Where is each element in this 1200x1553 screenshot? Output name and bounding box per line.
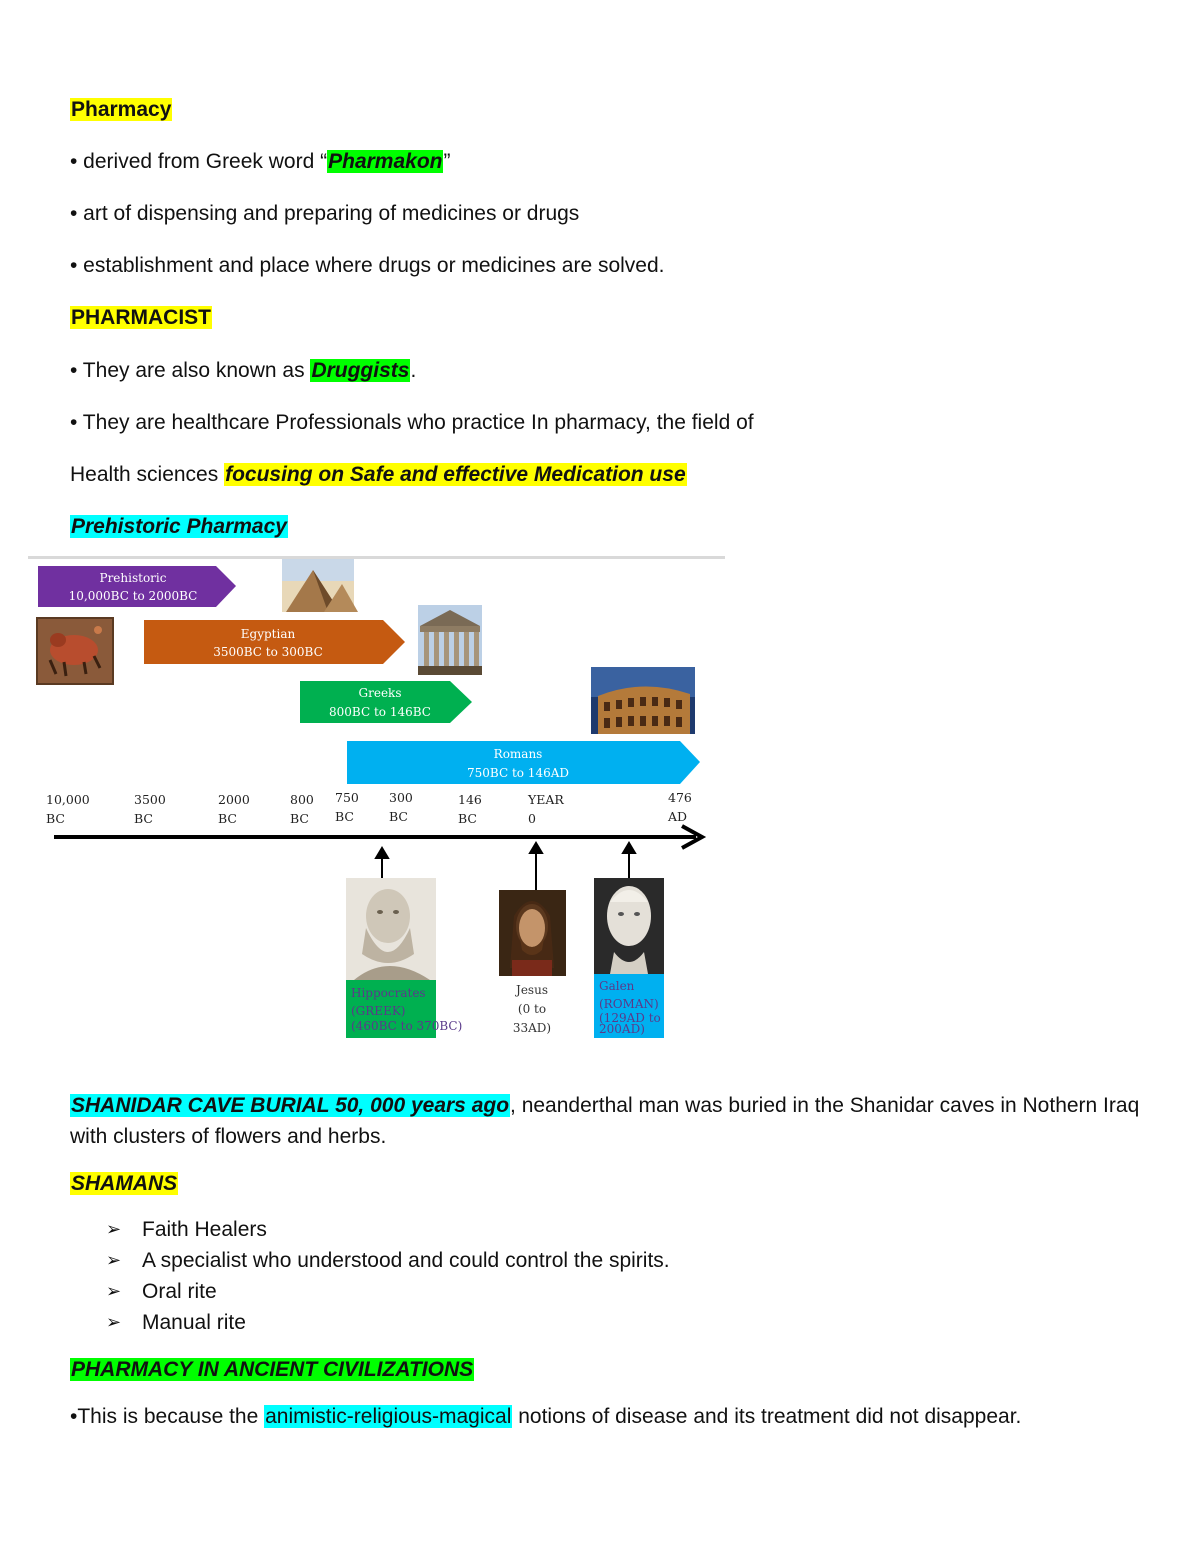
arrow-bullet-icon: ➢ bbox=[106, 1312, 122, 1332]
paragraph-shanidar: SHANIDAR CAVE BURIAL 50, 000 years ago, neanderthal man was buried in the Shanidar caves in Nothern Iraq bbox=[71, 1094, 1140, 1117]
arrow-bullet-icon: ➢ bbox=[106, 1281, 122, 1301]
paragraph-establishment: • establishment and place where drugs or medicines are solved. bbox=[70, 254, 665, 277]
hippocrates-caption-box bbox=[346, 980, 462, 1038]
timeline-axis-arrow bbox=[54, 826, 702, 848]
tick-top-4: 750 bbox=[335, 790, 359, 805]
list-item: ➢ Oral rite bbox=[106, 1276, 670, 1307]
timeline-svg bbox=[28, 556, 725, 1042]
paragraph-shanidar-line2: with clusters of flowers and herbs. bbox=[70, 1125, 387, 1148]
list-item: ➢ Faith Healers bbox=[106, 1214, 670, 1245]
cave-painting-image bbox=[37, 618, 113, 684]
galen-caption-box bbox=[594, 974, 664, 1038]
jesus-portrait bbox=[499, 890, 566, 976]
paragraph-druggists: • They are also known as Druggists. bbox=[70, 359, 417, 382]
paragraph-art: • art of dispensing and preparing of medicines or drugs bbox=[70, 202, 580, 225]
paragraph-animistic: •This is because the animistic-religious-magical notions of disease and its treatment did not disappear. bbox=[70, 1405, 1022, 1428]
shamans-list bbox=[106, 1214, 670, 1338]
era-name-egyptian: Egyptian bbox=[240, 627, 296, 641]
tick-bottom-4: BC bbox=[335, 809, 354, 824]
galen-origin: (ROMAN) bbox=[599, 997, 659, 1011]
jesus-years-start: (0 to bbox=[517, 1002, 547, 1016]
tick-top-1: 3500 bbox=[134, 792, 166, 807]
era-name-greeks: Greeks bbox=[358, 686, 402, 700]
figure-top-border bbox=[28, 556, 725, 559]
list-item: ➢ A specialist who understood and could control the spirits. bbox=[106, 1245, 670, 1276]
hippocrates-name: Hippocrates bbox=[351, 986, 426, 1000]
greek-temple-image bbox=[418, 605, 482, 675]
tick-bottom-2: BC bbox=[218, 811, 237, 826]
galen-name: Galen bbox=[599, 979, 635, 993]
tick-bottom-6: BC bbox=[458, 811, 477, 826]
era-range-egyptian: 3500BC to 300BC bbox=[213, 645, 323, 659]
tick-bottom-5: BC bbox=[389, 809, 408, 824]
tick-top-6: 146 bbox=[458, 792, 482, 807]
tick-bottom-8: AD bbox=[668, 809, 688, 824]
heading-pharmacist: PHARMACIST bbox=[71, 306, 211, 329]
hippocrates-dates: (460BC to 370BC) bbox=[351, 1019, 463, 1033]
arrow-bullet-icon: ➢ bbox=[106, 1250, 122, 1270]
list-item: ➢ Manual rite bbox=[106, 1307, 670, 1338]
colosseum-image bbox=[591, 667, 695, 734]
heading-pharmacy: Pharmacy bbox=[71, 98, 172, 121]
heading-prehistoric-pharmacy: Prehistoric Pharmacy bbox=[71, 515, 287, 538]
hippocrates-portrait bbox=[346, 878, 436, 980]
tick-top-3: 800 bbox=[290, 792, 314, 807]
paragraph-derived: • derived from Greek word “Pharmakon” bbox=[70, 150, 451, 173]
tick-bottom-7: 0 bbox=[528, 811, 536, 826]
era-arrow-greeks bbox=[300, 681, 472, 723]
paragraph-healthcare: • They are healthcare Professionals who practice In pharmacy, the field of bbox=[70, 411, 754, 434]
timeline-figure bbox=[28, 556, 725, 1042]
era-arrow-prehistoric bbox=[38, 566, 236, 607]
tick-top-0: 10,000 bbox=[46, 792, 90, 807]
era-arrow-romans bbox=[347, 741, 700, 784]
era-name-romans: Romans bbox=[493, 747, 543, 761]
galen-portrait bbox=[594, 878, 664, 974]
galen-dates-start: (129AD to bbox=[599, 1011, 661, 1025]
tick-top-8: 476 bbox=[668, 790, 692, 805]
era-range-prehistoric: 10,000BC to 2000BC bbox=[68, 589, 198, 603]
tick-top-2: 2000 bbox=[218, 792, 250, 807]
tick-top-5: 300 bbox=[389, 790, 413, 805]
timeline-ticks bbox=[46, 790, 692, 826]
arrow-bullet-icon: ➢ bbox=[106, 1219, 122, 1239]
heading-shamans: SHAMANS bbox=[71, 1172, 178, 1195]
galen-dates-end: 200AD) bbox=[599, 1022, 645, 1036]
tick-top-7: YEAR bbox=[528, 792, 564, 807]
tick-bottom-3: BC bbox=[290, 811, 309, 826]
hippocrates-origin: (GREEK) bbox=[351, 1004, 406, 1018]
paragraph-health-sciences: Health sciences focusing on Safe and effective Medication use bbox=[70, 463, 686, 486]
jesus-name: Jesus bbox=[516, 983, 548, 997]
pyramids-image bbox=[282, 559, 358, 612]
tick-bottom-1: BC bbox=[134, 811, 153, 826]
era-name-prehistoric: Prehistoric bbox=[99, 571, 167, 585]
tick-bottom-0: BC bbox=[46, 811, 65, 826]
era-range-romans: 750BC to 146AD bbox=[467, 766, 569, 780]
era-arrow-egyptian bbox=[144, 620, 405, 664]
jesus-years-end: 33AD) bbox=[512, 1021, 552, 1035]
era-range-greeks: 800BC to 146BC bbox=[329, 705, 431, 719]
heading-ancient-civilizations: PHARMACY IN ANCIENT CIVILIZATIONS bbox=[71, 1358, 474, 1381]
